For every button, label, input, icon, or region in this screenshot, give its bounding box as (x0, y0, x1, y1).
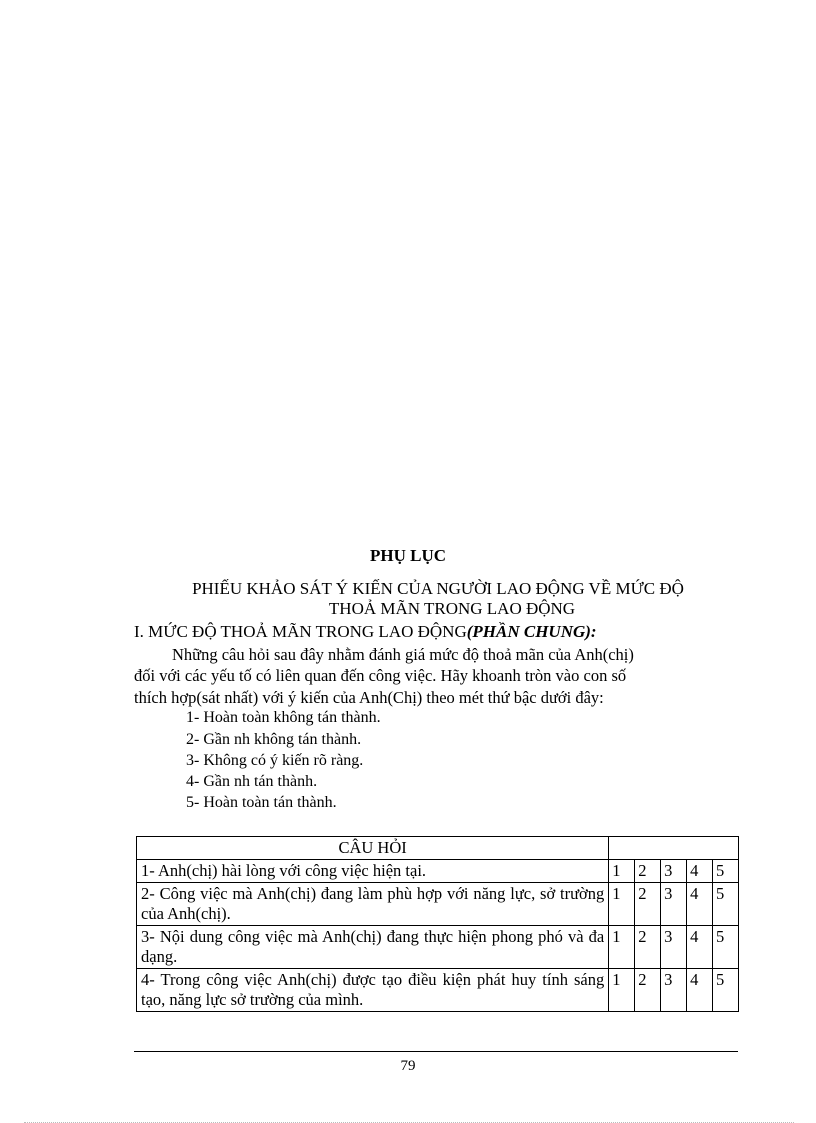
scale-item-2: 2- Gần nh không tán thành. (186, 731, 362, 748)
page-title: PHỤ LỤC (369, 546, 447, 565)
question-text: 1- Anh(chị) hài lòng với công việc hiện tại. (137, 860, 609, 883)
rating-option[interactable]: 1 (609, 883, 635, 926)
rating-option[interactable]: 4 (687, 883, 713, 926)
table-row (137, 926, 739, 969)
table-row (137, 883, 739, 926)
rating-option[interactable]: 1 (609, 926, 635, 969)
intro-line-1: Những câu hỏi sau đây nhằm đánh giá mức độ thoả mãn của Anh(chị) (172, 645, 634, 664)
rating-option[interactable]: 4 (687, 926, 713, 969)
question-text: 2- Công việc mà Anh(chị) đang làm phù hợp với năng lực, sở trường của Anh(chị). (137, 883, 609, 926)
table-row (137, 969, 739, 1012)
rating-option[interactable]: 2 (635, 969, 661, 1012)
footer-divider (134, 1051, 738, 1052)
rating-option[interactable]: 2 (635, 926, 661, 969)
scale-item-3: 3- Không có ý kiến rõ ràng. (186, 752, 364, 769)
rating-option[interactable]: 3 (661, 860, 687, 883)
rating-option[interactable]: 4 (687, 969, 713, 1012)
rating-option[interactable]: 4 (687, 860, 713, 883)
scale-item-4: 4- Gần nh tán thành. (186, 773, 318, 790)
table-row (137, 860, 739, 883)
rating-option[interactable]: 5 (713, 883, 739, 926)
survey-title-line-1: PHIẾU KHẢO SÁT Ý KIẾN CỦA NGƯỜI LAO ĐỘNG VỀ MỨC ĐỘ (192, 579, 684, 598)
rating-option[interactable]: 2 (635, 860, 661, 883)
rating-option[interactable]: 3 (661, 883, 687, 926)
table-header-row (137, 837, 739, 860)
section-heading (134, 622, 597, 642)
question-text: 3- Nội dung công việc mà Anh(chị) đang thực hiện phong phó và đa dạng. (137, 926, 609, 969)
page-number: 79 (400, 1058, 416, 1074)
rating-option[interactable]: 1 (609, 969, 635, 1012)
table-header-scale (609, 837, 739, 860)
rating-option[interactable]: 1 (609, 860, 635, 883)
rating-option[interactable]: 3 (661, 969, 687, 1012)
table-header-question: CÂU HỎI (137, 837, 609, 860)
scale-item-1: 1- Hoàn toàn không tán thành. (186, 709, 381, 726)
rating-option[interactable]: 5 (713, 860, 739, 883)
question-text: 4- Trong công việc Anh(chị) được tạo điều kiện phát huy tính sáng tạo, năng lực sở trường của mình. (137, 969, 609, 1012)
rating-option[interactable]: 2 (635, 883, 661, 926)
rating-option[interactable]: 5 (713, 969, 739, 1012)
survey-table (136, 836, 739, 1012)
intro-line-2: đối với các yếu tố có liên quan đến công việc. Hãy khoanh tròn vào con số (134, 666, 627, 685)
section-title: I. MỨC ĐỘ THOẢ MÃN TRONG LAO ĐỘNG (134, 622, 467, 641)
section-emphasis: (PHẦN CHUNG): (466, 622, 597, 641)
intro-line-3: thích hợp(sát nhất) với ý kiến của Anh(Chị) theo mét thứ bậc dưới đây: (134, 688, 604, 707)
scale-item-5: 5- Hoàn toàn tán thành. (186, 794, 337, 811)
rating-option[interactable]: 5 (713, 926, 739, 969)
survey-title-line-2: THOẢ MÃN TRONG LAO ĐỘNG (328, 599, 576, 618)
rating-option[interactable]: 3 (661, 926, 687, 969)
